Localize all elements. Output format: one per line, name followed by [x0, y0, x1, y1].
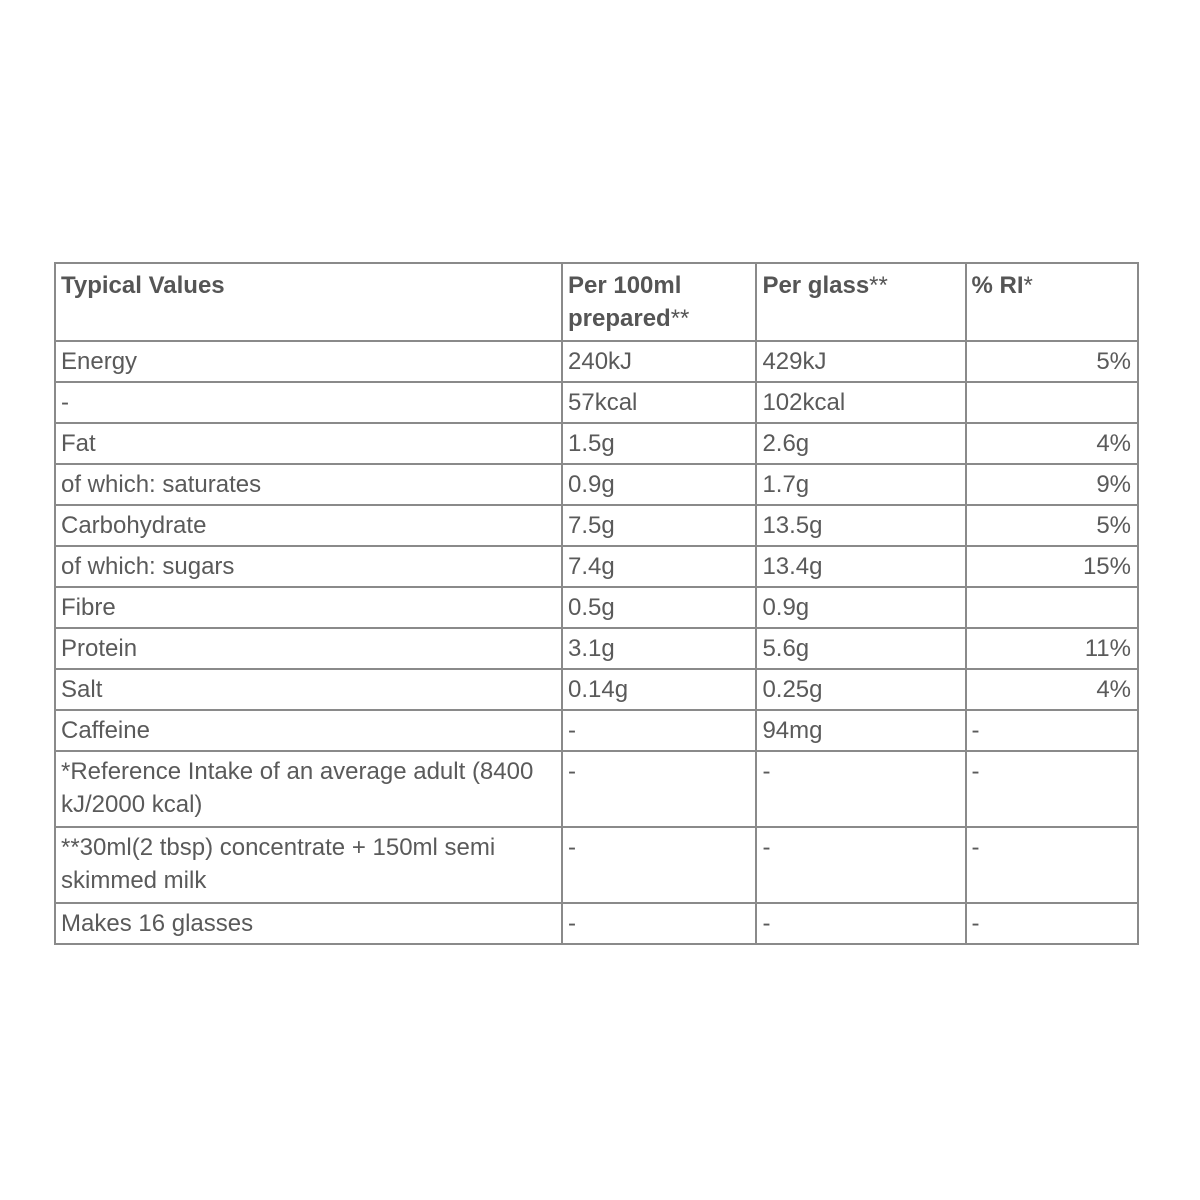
header-label: Per 100ml prepared	[568, 272, 682, 332]
per-glass-value: 5.6g	[756, 628, 965, 669]
per-glass-value: 2.6g	[756, 423, 965, 464]
ri-value: 5%	[966, 505, 1139, 546]
ri-value	[966, 382, 1139, 423]
header-typical-values	[55, 263, 562, 341]
ri-value: 15%	[966, 546, 1139, 587]
row-label: **30ml(2 tbsp) concentrate + 150ml semi skimmed milk	[55, 827, 562, 903]
row-label: Makes 16 glasses	[55, 903, 562, 944]
per-100ml-value: 7.5g	[562, 505, 756, 546]
per-100ml-value: 57kcal	[562, 382, 756, 423]
table-row-caffeine	[55, 710, 1138, 751]
per-100ml-value: -	[562, 710, 756, 751]
per-glass-value: 1.7g	[756, 464, 965, 505]
ri-value: 9%	[966, 464, 1139, 505]
table-row-reference-intake-note	[55, 751, 1138, 827]
ri-value: 11%	[966, 628, 1139, 669]
per-100ml-value: 0.14g	[562, 669, 756, 710]
row-label: -	[55, 382, 562, 423]
table-row-preparation-note	[55, 827, 1138, 903]
header-ri	[966, 263, 1139, 341]
per-100ml-value: 240kJ	[562, 341, 756, 382]
ri-value: 4%	[966, 669, 1139, 710]
row-label: Salt	[55, 669, 562, 710]
per-100ml-value: -	[562, 827, 756, 903]
table-row-servings	[55, 903, 1138, 944]
per-glass-value: -	[756, 903, 965, 944]
table-row-saturates	[55, 464, 1138, 505]
per-glass-value: 0.25g	[756, 669, 965, 710]
row-label: Carbohydrate	[55, 505, 562, 546]
row-label: Energy	[55, 341, 562, 382]
table-row-fat	[55, 423, 1138, 464]
header-per-100ml	[562, 263, 756, 341]
header-label: Typical Values	[61, 272, 225, 299]
table-row-energy-kcal	[55, 382, 1138, 423]
ri-value: 4%	[966, 423, 1139, 464]
header-label: % RI	[971, 272, 1024, 299]
row-label: of which: sugars	[55, 546, 562, 587]
per-glass-value: -	[756, 751, 965, 827]
header-per-glass	[756, 263, 965, 341]
row-label: *Reference Intake of an average adult (8400 kJ/2000 kcal)	[55, 751, 562, 827]
ri-value: -	[966, 903, 1139, 944]
header-label: Per glass	[762, 272, 870, 299]
table-row-fibre	[55, 587, 1138, 628]
table-header-row	[55, 263, 1138, 341]
per-100ml-value: -	[562, 903, 756, 944]
per-glass-value: 429kJ	[756, 341, 965, 382]
per-100ml-value: 3.1g	[562, 628, 756, 669]
table-row-protein	[55, 628, 1138, 669]
per-glass-value: -	[756, 827, 965, 903]
table-row-sugars	[55, 546, 1138, 587]
per-glass-value: 13.5g	[756, 505, 965, 546]
header-mark: **	[869, 272, 888, 299]
row-label: of which: saturates	[55, 464, 562, 505]
row-label: Fibre	[55, 587, 562, 628]
ri-value: 5%	[966, 341, 1139, 382]
per-100ml-value: 7.4g	[562, 546, 756, 587]
ri-value: -	[966, 710, 1139, 751]
header-mark: *	[1023, 272, 1033, 299]
nutrition-table	[54, 262, 1139, 945]
header-mark: **	[670, 305, 690, 332]
row-label: Fat	[55, 423, 562, 464]
per-glass-value: 102kcal	[756, 382, 965, 423]
per-glass-value: 13.4g	[756, 546, 965, 587]
per-100ml-value: 0.9g	[562, 464, 756, 505]
per-100ml-value: 0.5g	[562, 587, 756, 628]
ri-value: -	[966, 827, 1139, 903]
table-row-energy-kj	[55, 341, 1138, 382]
ri-value: -	[966, 751, 1139, 827]
per-glass-value: 0.9g	[756, 587, 965, 628]
per-100ml-value: -	[562, 751, 756, 827]
row-label: Caffeine	[55, 710, 562, 751]
row-label: Protein	[55, 628, 562, 669]
per-100ml-value: 1.5g	[562, 423, 756, 464]
table-row-salt	[55, 669, 1138, 710]
per-glass-value: 94mg	[756, 710, 965, 751]
ri-value	[966, 587, 1139, 628]
table-row-carbohydrate	[55, 505, 1138, 546]
